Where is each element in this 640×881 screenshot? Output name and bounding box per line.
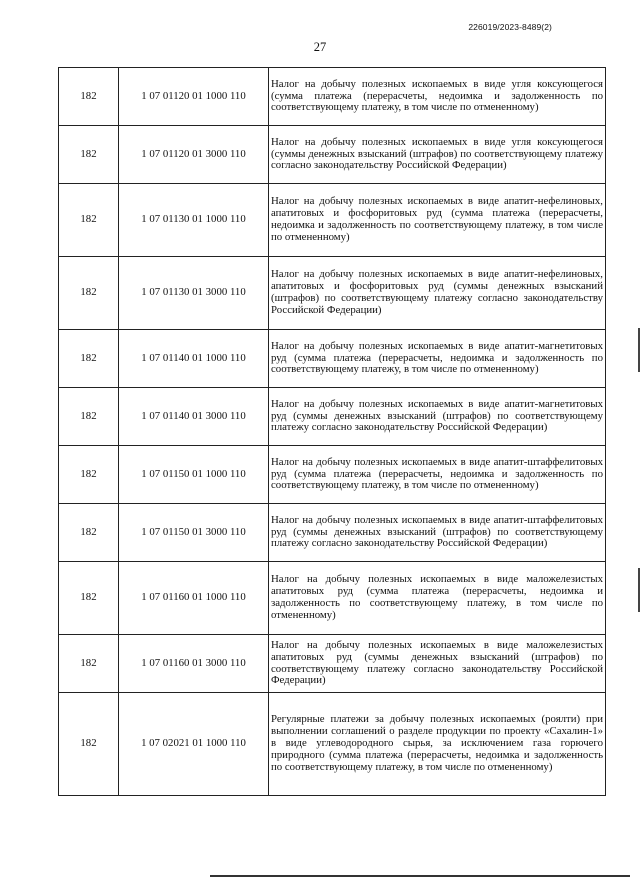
budget-code-cell: 1 07 01130 01 1000 110: [119, 184, 269, 257]
income-name-cell: Налог на добычу полезных ископаемых в виде апатит-штаффелитовых руд (сумма платежа (перерасчеты, недоимка и задолженность по соответствующему платежу, в том числе по отмененному): [269, 446, 606, 504]
budget-code-cell: 1 07 01160 01 1000 110: [119, 562, 269, 635]
budget-code-cell: 1 07 01140 01 1000 110: [119, 330, 269, 388]
income-name-cell: Налог на добычу полезных ископаемых в виде маложелезистых апатитовых руд (суммы денежных взысканий (штрафов) по соответствующему платежу согласно законодательству Российской Федерации): [269, 635, 606, 693]
budget-code-cell: 1 07 01150 01 3000 110: [119, 504, 269, 562]
income-name-cell: Налог на добычу полезных ископаемых в виде апатит-нефелиновых, апатитовых и фосфоритовых руд (суммы денежных взысканий (штрафов) по соответствующему платежу согласно законодательству Российской Федерации): [269, 257, 606, 330]
table-row: [59, 635, 606, 693]
budget-code-cell: 1 07 01160 01 3000 110: [119, 635, 269, 693]
admin-code-cell: 182: [59, 184, 119, 257]
admin-code-cell: 182: [59, 635, 119, 693]
income-name-cell: Налог на добычу полезных ископаемых в виде апатит-нефелиновых, апатитовых и фосфоритовых руд (сумма платежа (перерасчеты, недоимка и задолженность по соответствующему платежу, в том числе по отмененному): [269, 184, 606, 257]
income-name-cell: Налог на добычу полезных ископаемых в виде апатит-магнетитовых руд (суммы денежных взысканий (штрафов) по соответствующему платежу согласно законодательству Российской Федерации): [269, 388, 606, 446]
admin-code-cell: 182: [59, 330, 119, 388]
table-row: [59, 184, 606, 257]
income-name-cell: Налог на добычу полезных ископаемых в виде апатит-штаффелитовых руд (суммы денежных взысканий (штрафов) по соответствующему платежу согласно законодательству Российской Федерации): [269, 504, 606, 562]
table-row: [59, 504, 606, 562]
budget-code-cell: 1 07 01130 01 3000 110: [119, 257, 269, 330]
table-row: [59, 126, 606, 184]
admin-code-cell: 182: [59, 388, 119, 446]
admin-code-cell: 182: [59, 257, 119, 330]
admin-code-cell: 182: [59, 446, 119, 504]
budget-code-cell: 1 07 01150 01 1000 110: [119, 446, 269, 504]
table-row: [59, 562, 606, 635]
table-row: [59, 693, 606, 796]
budget-code-cell: 1 07 01140 01 3000 110: [119, 388, 269, 446]
income-name-cell: Налог на добычу полезных ископаемых в виде угля коксующегося (сумма платежа (перерасчеты, недоимка и задолженность по соответствующему платежу, в том числе по отмененному): [269, 68, 606, 126]
table-row: [59, 388, 606, 446]
budget-code-cell: 1 07 01120 01 3000 110: [119, 126, 269, 184]
income-name-cell: Налог на добычу полезных ископаемых в виде маложелезистых апатитовых руд (сумма платежа (перерасчеты, недоимка и задолженность по соответствующему платежу, в том числе по отмененному): [269, 562, 606, 635]
budget-code-cell: 1 07 01120 01 1000 110: [119, 68, 269, 126]
admin-code-cell: 182: [59, 562, 119, 635]
table-row: [59, 446, 606, 504]
table-row: [59, 330, 606, 388]
budget-codes-table: [58, 67, 606, 796]
scan-bottom-rule: [210, 875, 630, 877]
budget-code-cell: 1 07 02021 01 1000 110: [119, 693, 269, 796]
document-id: 226019/2023-8489(2): [468, 22, 552, 32]
table-row: [59, 257, 606, 330]
admin-code-cell: 182: [59, 68, 119, 126]
income-name-cell: Налог на добычу полезных ископаемых в виде угля коксующегося (суммы денежных взысканий (штрафов) по соответствующему платежу согласно законодательству Российской Федерации): [269, 126, 606, 184]
table-row: [59, 68, 606, 126]
income-name-cell: Регулярные платежи за добычу полезных ископаемых (роялти) при выполнении соглашений о разделе продукции по проекту «Сахалин-1» в виде углеводородного сырья, за исключением газа горючего природного (сумма платежа (перерасчеты, недоимка и задолженность по соответствующему платежу, в том числе по отмененному): [269, 693, 606, 796]
admin-code-cell: 182: [59, 126, 119, 184]
admin-code-cell: 182: [59, 504, 119, 562]
admin-code-cell: 182: [59, 693, 119, 796]
page-number: 27: [313, 40, 327, 54]
income-name-cell: Налог на добычу полезных ископаемых в виде апатит-магнетитовых руд (сумма платежа (перерасчеты, недоимка и задолженность по соответствующему платежу, в том числе по отмененному): [269, 330, 606, 388]
